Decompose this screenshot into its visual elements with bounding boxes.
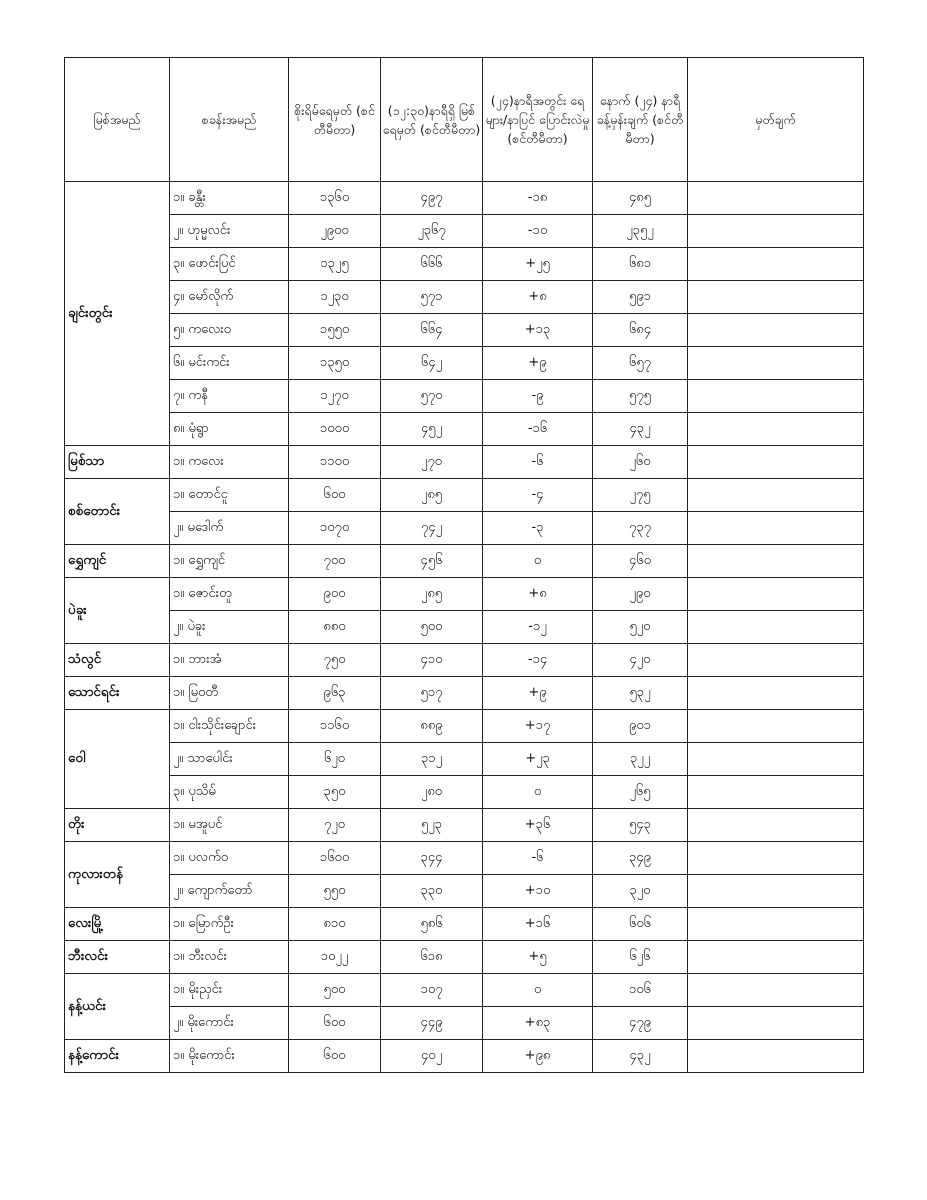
current-level-cell: ၅၁၇ xyxy=(381,677,483,710)
current-level-cell: ၅၈၆ xyxy=(381,908,483,941)
remark-cell xyxy=(688,875,864,908)
danger-level-cell: ၁၆၀၀ xyxy=(289,842,381,875)
change-cell: ၀ xyxy=(483,545,593,578)
change-cell: -၁၂ xyxy=(483,611,593,644)
danger-level-cell: ၁၂၇၀ xyxy=(289,380,381,413)
danger-level-cell: ၁၀၇၀ xyxy=(289,512,381,545)
forecast-cell: ၆၈၄ xyxy=(593,314,688,347)
table-row xyxy=(65,677,864,710)
table-row xyxy=(65,545,864,578)
change-cell: -၉ xyxy=(483,380,593,413)
danger-level-cell: ၉၀၀ xyxy=(289,578,381,611)
station-name-cell: ၁။ မိုးကောင်း xyxy=(170,1040,289,1073)
station-name-cell: ၂။ ပဲခူး xyxy=(170,611,289,644)
table-row xyxy=(65,974,864,1007)
table-row xyxy=(65,1007,864,1040)
remark-cell xyxy=(688,380,864,413)
river-name-cell: ကုလားတန် xyxy=(65,842,170,908)
current-level-cell: ၄၅၂ xyxy=(381,413,483,446)
river-name-cell: တိုး xyxy=(65,809,170,842)
table-row xyxy=(65,776,864,809)
forecast-cell: ၅၃၂ xyxy=(593,677,688,710)
danger-level-cell: ၅၅၀ xyxy=(289,875,381,908)
remark-cell xyxy=(688,710,864,743)
remark-cell xyxy=(688,512,864,545)
remark-cell xyxy=(688,941,864,974)
danger-level-cell: ၈၁၀ xyxy=(289,908,381,941)
table-row xyxy=(65,182,864,215)
header-forecast: နောက် (၂၄) နာရီ ခန့်မှန်းချက် (စင်တီမီတာ) xyxy=(593,58,688,182)
current-level-cell: ၃၄၄ xyxy=(381,842,483,875)
current-level-cell: ၄၉၇ xyxy=(381,182,483,215)
table-row xyxy=(65,380,864,413)
station-name-cell: ၂။ ဟုမ္မလင်း xyxy=(170,215,289,248)
current-level-cell: ၂၈၅ xyxy=(381,479,483,512)
danger-level-cell: ၁၃၂၅ xyxy=(289,248,381,281)
forecast-cell: ၃၂၂ xyxy=(593,743,688,776)
danger-level-cell: ၆၂၀ xyxy=(289,743,381,776)
remark-cell xyxy=(688,347,864,380)
forecast-cell: ၄၂၀ xyxy=(593,644,688,677)
station-name-cell: ၈။ မုံရွာ xyxy=(170,413,289,446)
river-name-cell: သောင်ရင်း xyxy=(65,677,170,710)
change-cell: +၈ xyxy=(483,281,593,314)
remark-cell xyxy=(688,908,864,941)
remark-cell xyxy=(688,281,864,314)
change-cell: ၀ xyxy=(483,974,593,1007)
change-cell: +၂၅ xyxy=(483,248,593,281)
station-name-cell: ၄။ မော်လိုက် xyxy=(170,281,289,314)
current-level-cell: ၆၄၂ xyxy=(381,347,483,380)
danger-level-cell: ၁၅၅၀ xyxy=(289,314,381,347)
forecast-cell: ၄၆၀ xyxy=(593,545,688,578)
current-level-cell: ၃၁၂ xyxy=(381,743,483,776)
current-level-cell: ၃၃၀ xyxy=(381,875,483,908)
current-level-cell: ၈၈၉ xyxy=(381,710,483,743)
station-name-cell: ၁။ မိုးညှင်း xyxy=(170,974,289,1007)
current-level-cell: ၄၄၉ xyxy=(381,1007,483,1040)
change-cell: -၁၈ xyxy=(483,182,593,215)
river-name-cell: ပဲခူး xyxy=(65,578,170,644)
current-level-cell: ၂၈၀ xyxy=(381,776,483,809)
forecast-cell: ၄၃၂ xyxy=(593,413,688,446)
current-level-cell: ၆၁၈ xyxy=(381,941,483,974)
forecast-cell: ၄၈၅ xyxy=(593,182,688,215)
current-level-cell: ၆၆၆ xyxy=(381,248,483,281)
table-body xyxy=(65,182,864,1073)
station-name-cell: ၁။ တောင်ငူ xyxy=(170,479,289,512)
station-name-cell: ၂။ မဒေါက် xyxy=(170,512,289,545)
danger-level-cell: ၇၅၀ xyxy=(289,644,381,677)
river-name-cell: လေးမြို့ xyxy=(65,908,170,941)
danger-level-cell: ၁၃၆၀ xyxy=(289,182,381,215)
forecast-cell: ၄၃၂ xyxy=(593,1040,688,1073)
header-station-name: စခန်းအမည် xyxy=(170,58,289,182)
danger-level-cell: ၁၀၀၀ xyxy=(289,413,381,446)
river-name-cell: မြစ်သာ xyxy=(65,446,170,479)
danger-level-cell: ၁၁၀၀ xyxy=(289,446,381,479)
current-level-cell: ၄၅၆ xyxy=(381,545,483,578)
change-cell: -၁၀ xyxy=(483,215,593,248)
current-level-cell: ၄၀၂ xyxy=(381,1040,483,1073)
danger-level-cell: ၆၀၀ xyxy=(289,1007,381,1040)
river-name-cell: ဘီးလင်း xyxy=(65,941,170,974)
table-row xyxy=(65,644,864,677)
table-row xyxy=(65,578,864,611)
remark-cell xyxy=(688,842,864,875)
station-name-cell: ၂။ မိုးကောင်း xyxy=(170,1007,289,1040)
forecast-cell: ၆၀၆ xyxy=(593,908,688,941)
station-name-cell: ၁။ မြောက်ဦး xyxy=(170,908,289,941)
remark-cell xyxy=(688,776,864,809)
station-name-cell: ၁။ ပလက်ဝ xyxy=(170,842,289,875)
table-row xyxy=(65,215,864,248)
forecast-cell: ၃၂၀ xyxy=(593,875,688,908)
current-level-cell: ၄၁၀ xyxy=(381,644,483,677)
table-row xyxy=(65,743,864,776)
current-level-cell: ၅၀၀ xyxy=(381,611,483,644)
remark-cell xyxy=(688,215,864,248)
table-row xyxy=(65,314,864,347)
change-cell: ၀ xyxy=(483,776,593,809)
danger-level-cell: ၁၁၆၀ xyxy=(289,710,381,743)
danger-level-cell: ၁၀၂၂ xyxy=(289,941,381,974)
station-name-cell: ၆။ မင်းကင်း xyxy=(170,347,289,380)
header-river-name: မြစ်အမည် xyxy=(65,58,170,182)
table-row xyxy=(65,413,864,446)
change-cell: +၉ xyxy=(483,347,593,380)
current-level-cell: ၅၇၁ xyxy=(381,281,483,314)
danger-level-cell: ၆၀၀ xyxy=(289,1040,381,1073)
river-level-report xyxy=(64,57,863,1073)
header-remarks: မှတ်ချက် xyxy=(688,58,864,182)
station-name-cell: ၇။ ကနီ xyxy=(170,380,289,413)
current-level-cell: ၅၂၃ xyxy=(381,809,483,842)
station-name-cell: ၁။ မြဝတီ xyxy=(170,677,289,710)
station-name-cell: ၁။ ကလေး xyxy=(170,446,289,479)
river-name-cell: နန့်ယင်း xyxy=(65,974,170,1040)
change-cell: -၃ xyxy=(483,512,593,545)
station-name-cell: ၁။ ဘီးလင်း xyxy=(170,941,289,974)
river-name-cell: ရွှေကျင် xyxy=(65,545,170,578)
forecast-cell: ၂၆၀ xyxy=(593,446,688,479)
forecast-cell: ၅၇၅ xyxy=(593,380,688,413)
station-name-cell: ၁။ ခန္တီး xyxy=(170,182,289,215)
change-cell: -၆ xyxy=(483,842,593,875)
river-name-cell: သံလွင် xyxy=(65,644,170,677)
remark-cell xyxy=(688,446,864,479)
forecast-cell: ၅၄၃ xyxy=(593,809,688,842)
table-row xyxy=(65,875,864,908)
remark-cell xyxy=(688,611,864,644)
change-cell: +၈၃ xyxy=(483,1007,593,1040)
change-cell: +၃၆ xyxy=(483,809,593,842)
remark-cell xyxy=(688,578,864,611)
change-cell: +၅ xyxy=(483,941,593,974)
remark-cell xyxy=(688,743,864,776)
change-cell: +၁၀ xyxy=(483,875,593,908)
table-row xyxy=(65,446,864,479)
current-level-cell: ၅၇၀ xyxy=(381,380,483,413)
danger-level-cell: ၁၃၅၀ xyxy=(289,347,381,380)
remark-cell xyxy=(688,809,864,842)
forecast-cell: ၄၇၉ xyxy=(593,1007,688,1040)
change-cell: -၆ xyxy=(483,446,593,479)
station-name-cell: ၁။ ဘားအံ xyxy=(170,644,289,677)
current-level-cell: ၂၈၅ xyxy=(381,578,483,611)
river-name-cell: ချင်းတွင်း xyxy=(65,182,170,446)
change-cell: +၁၆ xyxy=(483,908,593,941)
table-row xyxy=(65,941,864,974)
forecast-cell: ၂၆၅ xyxy=(593,776,688,809)
header-danger-level: စိုးရိမ်ရေမှတ် (စင်တီမီတာ) xyxy=(289,58,381,182)
current-level-cell: ၇၄၂ xyxy=(381,512,483,545)
river-level-table xyxy=(64,57,864,1073)
table-row xyxy=(65,908,864,941)
table-row xyxy=(65,1040,864,1073)
station-name-cell: ၁။ မအူပင် xyxy=(170,809,289,842)
danger-level-cell: ၇၂၀ xyxy=(289,809,381,842)
remark-cell xyxy=(688,314,864,347)
remark-cell xyxy=(688,182,864,215)
change-cell: +၉၈ xyxy=(483,1040,593,1073)
danger-level-cell: ၅၀၀ xyxy=(289,974,381,1007)
table-row xyxy=(65,842,864,875)
station-name-cell: ၂။ ကျောက်တော် xyxy=(170,875,289,908)
forecast-cell: ၅၂၀ xyxy=(593,611,688,644)
change-cell: +၁၃ xyxy=(483,314,593,347)
danger-level-cell: ၉၆၃ xyxy=(289,677,381,710)
table-row xyxy=(65,479,864,512)
remark-cell xyxy=(688,1007,864,1040)
station-name-cell: ၃။ ပုသိမ် xyxy=(170,776,289,809)
remark-cell xyxy=(688,479,864,512)
forecast-cell: ၆၈၁ xyxy=(593,248,688,281)
forecast-cell: ၆၂၆ xyxy=(593,941,688,974)
forecast-cell: ၇၃၇ xyxy=(593,512,688,545)
table-row xyxy=(65,512,864,545)
forecast-cell: ၉၀၁ xyxy=(593,710,688,743)
danger-level-cell: ၁၂၃၀ xyxy=(289,281,381,314)
change-cell: +၉ xyxy=(483,677,593,710)
current-level-cell: ၁၀၇ xyxy=(381,974,483,1007)
remark-cell xyxy=(688,1040,864,1073)
station-name-cell: ၁။ ဇောင်းတူ xyxy=(170,578,289,611)
table-row xyxy=(65,248,864,281)
current-level-cell: ၆၆၄ xyxy=(381,314,483,347)
station-name-cell: ၅။ ကလေးဝ xyxy=(170,314,289,347)
danger-level-cell: ၂၉၀၀ xyxy=(289,215,381,248)
forecast-cell: ၆၅၇ xyxy=(593,347,688,380)
forecast-cell: ၂၉၀ xyxy=(593,578,688,611)
station-name-cell: ၁။ ငါးသိုင်းချောင်း xyxy=(170,710,289,743)
header-current-level: (၁၂:၃၀)နာရီရှိ မြစ်ရေမှတ် (စင်တီမီတာ) xyxy=(381,58,483,182)
station-name-cell: ၂။ သာပေါင်း xyxy=(170,743,289,776)
current-level-cell: ၂၇၀ xyxy=(381,446,483,479)
table-row xyxy=(65,281,864,314)
change-cell: -၁၆ xyxy=(483,413,593,446)
change-cell: +၂၃ xyxy=(483,743,593,776)
forecast-cell: ၁၀၆ xyxy=(593,974,688,1007)
table-row xyxy=(65,809,864,842)
danger-level-cell: ၈၈၀ xyxy=(289,611,381,644)
forecast-cell: ၃၄၉ xyxy=(593,842,688,875)
forecast-cell: ၅၉၁ xyxy=(593,281,688,314)
river-name-cell: နန့်ကောင်း xyxy=(65,1040,170,1073)
change-cell: -၄ xyxy=(483,479,593,512)
danger-level-cell: ၆၀၀ xyxy=(289,479,381,512)
remark-cell xyxy=(688,644,864,677)
river-name-cell: ဝေါ xyxy=(65,710,170,809)
station-name-cell: ၁။ ရွှေကျင် xyxy=(170,545,289,578)
danger-level-cell: ၃၅၀ xyxy=(289,776,381,809)
remark-cell xyxy=(688,248,864,281)
remark-cell xyxy=(688,413,864,446)
remark-cell xyxy=(688,545,864,578)
header-row xyxy=(65,58,864,182)
remark-cell xyxy=(688,974,864,1007)
table-row xyxy=(65,611,864,644)
remark-cell xyxy=(688,677,864,710)
forecast-cell: ၂၇၅ xyxy=(593,479,688,512)
river-name-cell: စစ်တောင်း xyxy=(65,479,170,545)
current-level-cell: ၂၃၆၇ xyxy=(381,215,483,248)
change-cell: -၁၄ xyxy=(483,644,593,677)
change-cell: +၈ xyxy=(483,578,593,611)
change-cell: +၁၇ xyxy=(483,710,593,743)
header-24h-change: (၂၄)နာရီအတွင်း ရေများ/နာပြင် ပြောင်းလဲမှု (စင်တီမီတာ) xyxy=(483,58,593,182)
table-row xyxy=(65,710,864,743)
danger-level-cell: ၇၀၀ xyxy=(289,545,381,578)
table-row xyxy=(65,347,864,380)
forecast-cell: ၂၃၅၂ xyxy=(593,215,688,248)
station-name-cell: ၃။ ဖောင်းပြင် xyxy=(170,248,289,281)
